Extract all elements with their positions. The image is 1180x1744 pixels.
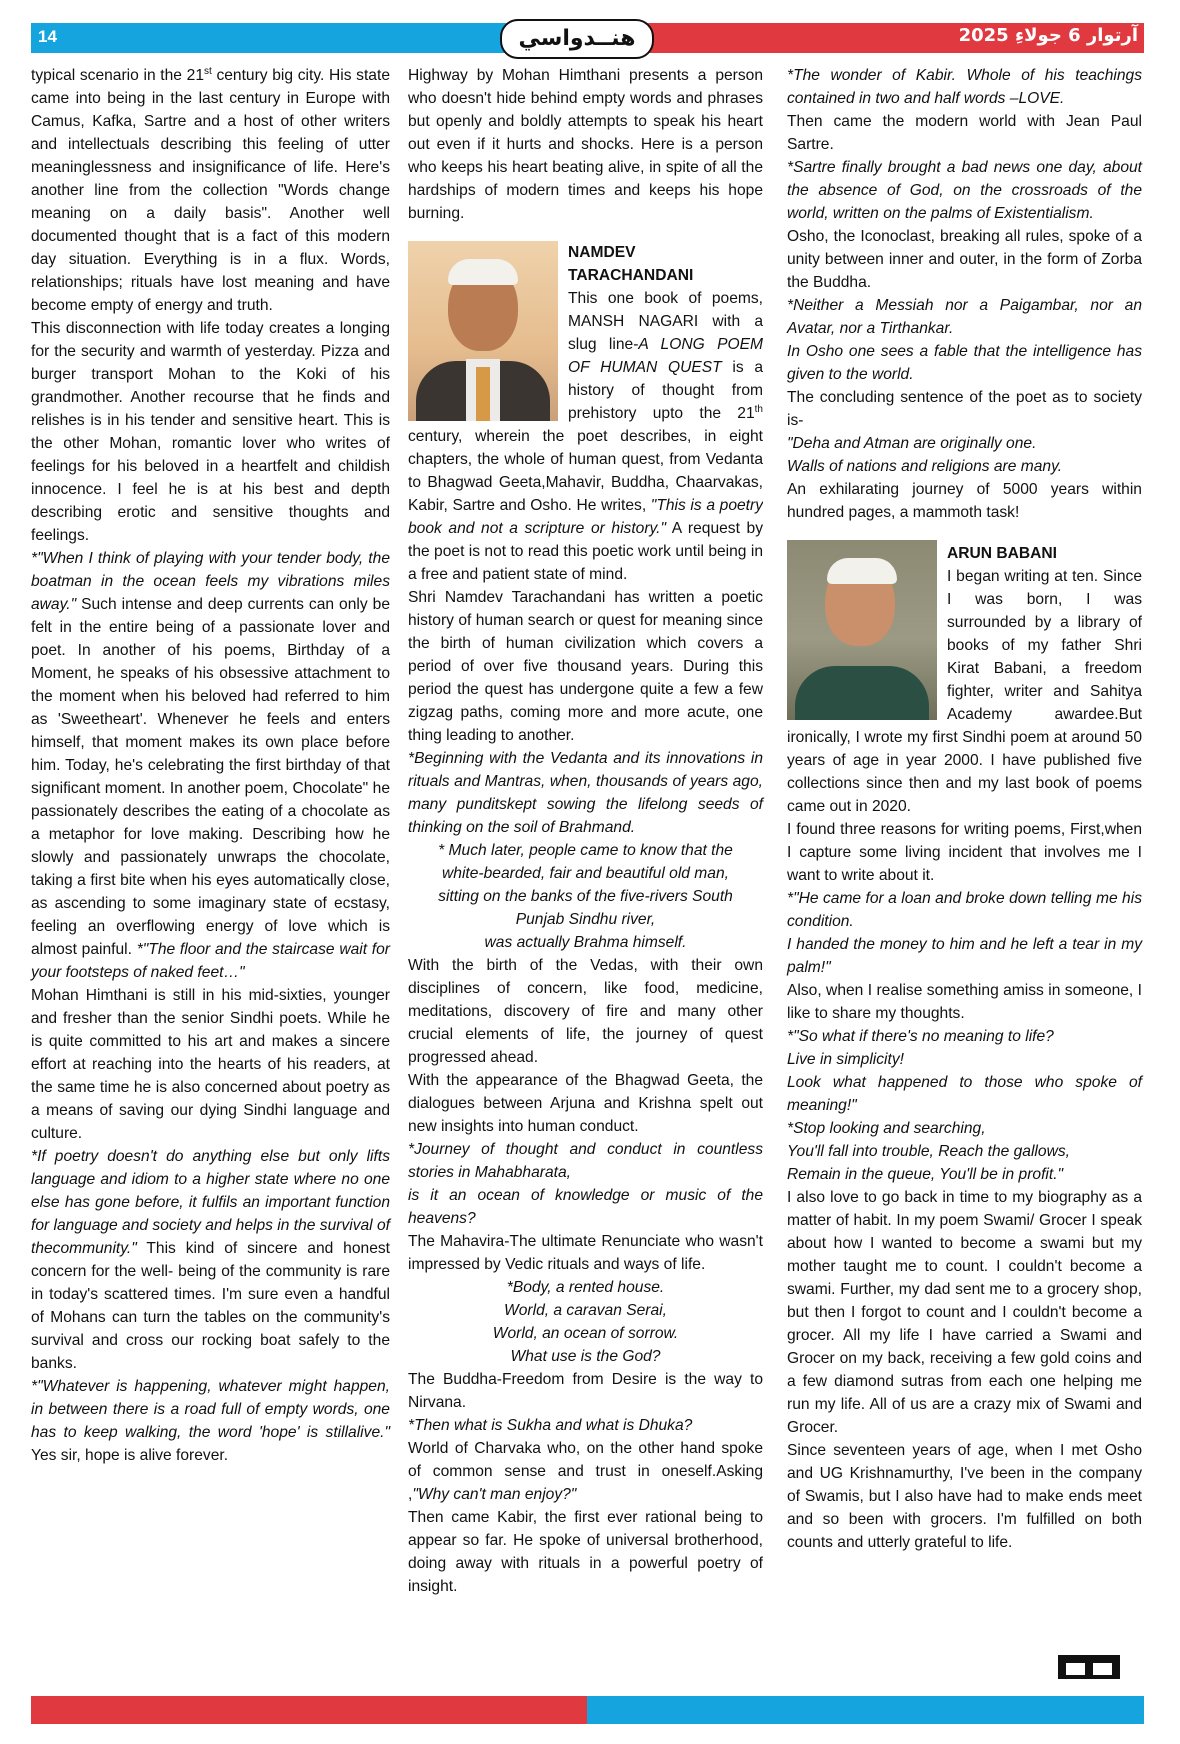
footer-band-left (31, 1696, 587, 1724)
paragraph: *"Whatever is happening, whatever might happen, in between there is a road full of empty words, one has to keep walking, the word 'hope' is stillalive." Yes sir, hope is alive forever. (31, 1378, 390, 1464)
quote: *Journey of thought and conduct in countless stories in Mahabharata, (408, 1141, 763, 1181)
paragraph: Highway by Mohan Himthani presents a person who doesn't hide behind empty words and phrases but openly and boldly attempts to speak his heart out even if it hurts and shocks. Here is a person who keeps his heart beating alive, in spite of all the hardships of modern times and keeps his hope burning. (408, 67, 763, 222)
quote: "Deha and Atman are originally one. (787, 435, 1037, 452)
paragraph: The Mahavira-The ultimate Renunciate who wasn't impressed by Vedic rituals and ways of life. (408, 1233, 763, 1273)
author-photo (787, 540, 937, 720)
paragraph: Then came Kabir, the first ever rational being to appear so far. He spoke of universal brotherhood, doing away with rituals in a powerful poetry of insight. (408, 1509, 763, 1595)
end-mark-icon (1058, 1655, 1120, 1679)
author-name: ARUN BABANI (947, 545, 1058, 562)
quote-block: *"So what if there's no meaning to life? Live in simplicity! Look what happened to those who spoke of meaning!" *Stop looking and searching, You'll fall into trouble, Reach the gallows, Remain in the queue, You'll be in profit." (787, 1028, 1142, 1183)
author-bio-namdev: NAMDEV TARACHANDANI This one book of poems, MANSH NAGARI with a slug line-A LONG POEM OF HUMAN QUEST is a history of thought from prehistory upto the 21th century, wherein the poet describes, in eight chapters, the whole of human quest, from Vedanta to Bhagwad Geeta,Mahavir, Buddha, Chaarvakas, Kabir, Sartre and Osho. He writes, "This is a poetry book and not a scripture or history." A request by the poet is not to read this poetic work until being in a free and patient state of mind. (408, 227, 763, 586)
quote-block: * Much later, people came to know that the white-bearded, fair and beautiful old man, sitting on the banks of the five-rivers South Punjab Sindhu river, was actually Brahma himself. (438, 842, 733, 951)
author-bio-arun: ARUN BABANI I began writing at ten. Since I was born, I was surrounded by a library of books of my father Shri Kirat Babani, a freedom fighter, writer and Sahitya Academy awardee.But ironically, I wrote my first Sindhi poem at around 50 years of age in year 2000. I have published five collections since then and my last book of poems came out in 2020. (787, 526, 1142, 818)
paragraph: Shri Namdev Tarachandani has written a poetic history of human search or quest for meaning since the birth of human civilization which covers a period of over five thousand years. During this period the quest has undergone quite a few a few zigzag paths, coming more and more acute, one thing leading to another. (408, 589, 763, 744)
quote: *Neither a Messiah nor a Paigambar, nor an Avatar, nor a Tirthankar. (787, 297, 1142, 337)
paragraph: This disconnection with life today creates a longing for the security and warmth of yesterday. Pizza and burger transport Mohan to the Koki of his grandmother. Another recourse that he finds and relishes is in his tender and sensitive heart. This is the other Mohan, romantic lover who writes of feelings for his beloved in a heartfelt and childish innocence. I feel he is at his best and depth describing erotic and sensitive thoughts and feelings. (31, 320, 390, 544)
issue-date: 2025 آرتوار 6 جولاءِ (958, 25, 1138, 46)
quote-block: *Body, a rented house. World, a caravan Serai, World, an ocean of sorrow. What use is the God? (492, 1279, 679, 1365)
header-band-left (31, 23, 570, 53)
paragraph: *If poetry doesn't do anything else but only lifts language and idiom to a higher state where no one else has gone before, it fulfils an important function for language and society and helps in the survival of thecommunity." This kind of sincere and honest concern for the well- being of the community is rare in today's scattered times. I'm sure even a handful of Mohans can turn the tables on the community's survival and cross our rocking boat safely to the banks. (31, 1148, 390, 1372)
quote: I handed the money to him and he left a tear in my palm!" (787, 936, 1142, 976)
quote: *Beginning with the Vedanta and its innovations in rituals and Mantras, when, thousands of years ago, many punditskept sowing the lifelong seeds of thinking on the soil of Brahmand. (408, 750, 763, 836)
author-name: NAMDEV TARACHANDANI (568, 244, 694, 284)
quote: *Sartre finally brought a bad news one day, about the absence of God, on the crossroads of the world, written on the palms of Existentialism. (787, 159, 1142, 222)
paragraph: World of Charvaka who, on the other hand spoke of common sense and trust in oneself.Asking ,"Why can't man enjoy?" (408, 1440, 763, 1503)
masthead-logo: هنــدواسي (500, 19, 654, 59)
paragraph: With the appearance of the Bhagwad Geeta, the dialogues between Arjuna and Krishna spelt out new insights into human conduct. (408, 1072, 763, 1135)
column-2 (408, 64, 763, 1598)
quote: *Then what is Sukha and what is Dhuka? (408, 1417, 693, 1434)
paragraph: Mohan Himthani is still in his mid-sixties, younger and fresher than the senior Sindhi poets. While he is quite committed to his art and makes a sincere effort at reaching into the hearts of his readers, at the same time he is also concerned about poetry as a means of saving our dying Sindhi language and culture. (31, 987, 390, 1142)
paragraph: Also, when I realise something amiss in someone, I like to share my thoughts. (787, 982, 1142, 1022)
quote: In Osho one sees a fable that the intelligence has given to the world. (787, 343, 1142, 383)
column-3 (787, 64, 1142, 1554)
paragraph: The concluding sentence of the poet as to society is- (787, 389, 1142, 429)
paragraph: The Buddha-Freedom from Desire is the way to Nirvana. (408, 1371, 763, 1411)
paragraph: With the birth of the Vedas, with their own disciplines of concern, like food, medicine, meditations, discovery of fire and many other crucial elements of life, the journey of quest progressed ahead. (408, 957, 763, 1066)
paragraph: typical scenario in the 21st century big city. His state came into being in the last century in Europe with Camus, Kafka, Sartre and a host of other writers and intellectuals describing this feeling of utter meaninglessness and insignificance of life. Here's another line from the collection "Words change meaning on a daily basis". Another well documented thought that is a fact of this modern day situation. Everything is in a flux. Words, relationships; rituals have lost meaning and have become empty of energy and truth. (31, 65, 390, 314)
quote: is it an ocean of knowledge or music of the heavens? (408, 1187, 763, 1227)
paragraph: Then came the modern world with Jean Paul Sartre. (787, 113, 1142, 153)
author-photo (408, 241, 558, 421)
column-1 (31, 64, 390, 1467)
paragraph: I also love to go back in time to my biography as a matter of habit. In my poem Swami/ Grocer I speak about how I wanted to become a swami but my mother taught me to count. I couldn't become a swami. Further, my dad sent me to a grocery shop, but then I forgot to count and I couldn't become a grocer. All my life I have carried a Swami and Grocer on my back, receiving a few gold coins and a few diamond sutras from each one helping me run my life. All of us are a crazy mix of Swami and Grocer. (787, 1189, 1142, 1436)
paragraph: Osho, the Iconoclast, breaking all rules, spoke of a unity between inner and outer, in the form of Zorba the Buddha. (787, 228, 1142, 291)
quote: *"He came for a loan and broke down telling me his condition. (787, 890, 1142, 930)
paragraph: I found three reasons for writing poems, First,when I capture some living incident that involves me I want to write about it. (787, 821, 1142, 884)
quote: Walls of nations and religions are many. (787, 458, 1063, 475)
paragraph: Since seventeen years of age, when I met Osho and UG Krishnamurthy, I've been in the company of Swamis, but I also have had to make ends meet and so been with grocers. I'm fulfilled on both counts and utterly grateful to life. (787, 1442, 1142, 1551)
footer-band-right (587, 1696, 1144, 1724)
paragraph: *"When I think of playing with your tender body, the boatman in the ocean feels my vibrations miles away." Such intense and deep currents can only be felt in the entire being of a passionate lover and poet. In another of his poems, Birthday of a Moment, he speaks of his obsessive attachment to the moment when his beloved had referred to him as 'Sweetheart'. Whenever he feels and enters himself, that moment makes its own place before him. Today, he's celebrating the first birthday of that significant moment. In another poem, Chocolate" he passionately describes the eating of a chocolate as a metaphor for love making. Describing how he slowly and passionately unwraps the chocolate, taking a first bite when his eyes automatically close, as ascending to some imaginary state of ecstasy, feeling an overflowing energy of love which is almost painful. *"The floor and the staircase wait for your footsteps of naked feet…" (31, 550, 390, 981)
page-number: 14 (38, 27, 57, 46)
paragraph: An exhilarating journey of 5000 years within hundred pages, a mammoth task! (787, 481, 1142, 521)
quote: *The wonder of Kabir. Whole of his teachings contained in two and half words –LOVE. (787, 67, 1142, 107)
